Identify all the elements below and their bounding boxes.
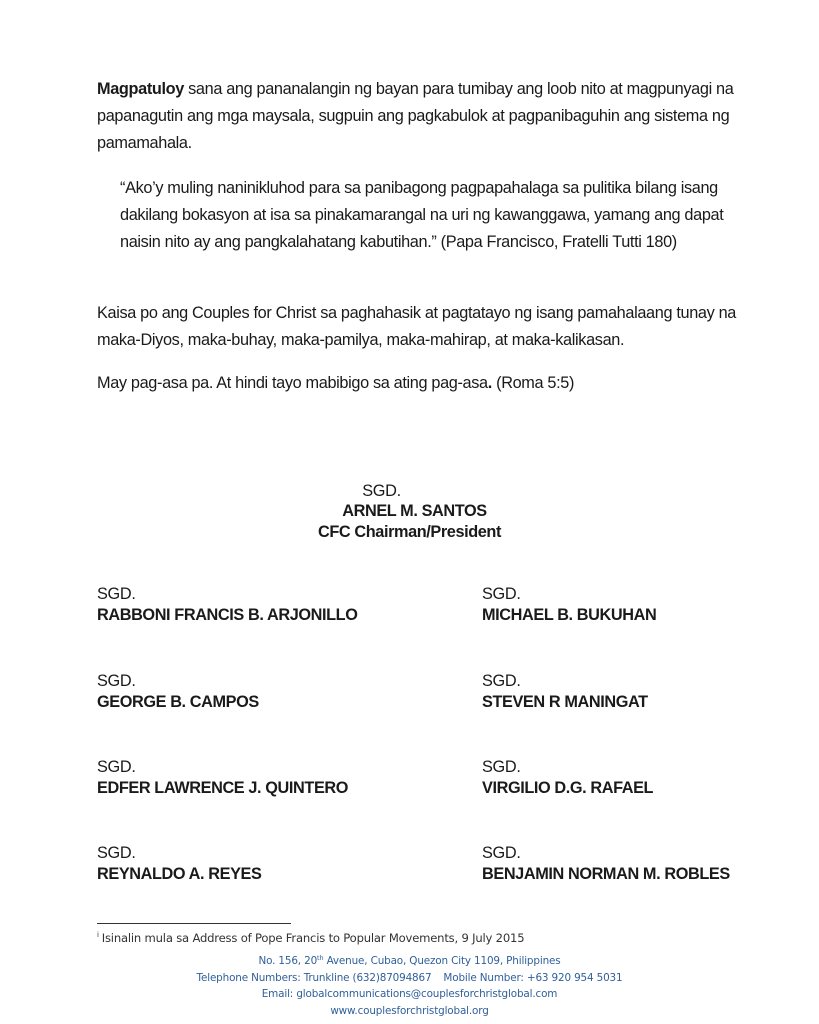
- footer-phones: [0, 970, 819, 987]
- signatory-name: BENJAMIN NORMAN M. ROBLES: [482, 865, 730, 883]
- signatory-block: [97, 843, 261, 885]
- footer-mobile: Mobile Number: +63 920 954 5031: [443, 971, 623, 984]
- signatory-name: VIRGILIO D.G. RAFAEL: [482, 779, 654, 797]
- signatory-block: [482, 671, 648, 713]
- signatory-sgd: SGD.: [482, 844, 521, 862]
- signatory-sgd: SGD.: [482, 758, 521, 776]
- footer-address-part: No. 156, 20: [258, 955, 318, 967]
- chairman-sgd: SGD.: [362, 482, 401, 500]
- chairman-signature-block: [0, 481, 819, 543]
- paragraph-cfc-support: Kaisa po ang Couples for Christ sa paghahasik at pagtatayo ng isang pamahalaang tunay na maka-Diyos, maka-buhay, maka-pamilya, maka-mahirap, at maka-kalikasan.: [97, 304, 736, 349]
- signatory-name: RABBONI FRANCIS B. ARJONILLO: [97, 606, 358, 624]
- paragraph-hope: [97, 370, 737, 397]
- signatory-block: [482, 843, 730, 885]
- signatory-sgd: SGD.: [97, 672, 136, 690]
- footer-address-ordinal: th: [317, 954, 324, 962]
- footer-address: [0, 950, 819, 970]
- footer-website[interactable]: www.couplesforchristglobal.org: [330, 1004, 489, 1017]
- footnote-text: Isinalin mula sa Address of Pope Francis to Popular Movements, 9 July 2015: [101, 931, 525, 945]
- block-quote: “Ako’y muling naninikluhod para sa panibagong pagpapahalaga sa pulitika bilang isang dakilang bokasyon at isa sa pinakamarangal na uri ng kawanggawa, yamang ang dapat naisin nito ay ang pangkalahatang kabutihan.” (Papa Francisco, Fratelli Tutti 180): [120, 179, 724, 251]
- signatory-block: [482, 757, 653, 799]
- signatory-name: EDFER LAWRENCE J. QUINTERO: [97, 779, 349, 797]
- signatory-sgd: SGD.: [482, 672, 521, 690]
- paragraph-intro: [97, 76, 737, 157]
- letterhead-footer: [0, 950, 819, 1019]
- signatory-block: [482, 584, 656, 626]
- chairman-name: ARNEL M. SANTOS: [342, 502, 487, 520]
- signatory-name: GEORGE B. CAMPOS: [97, 693, 259, 711]
- footnote-separator: [97, 923, 291, 924]
- paragraph-intro-text: sana ang pananalangin ng bayan para tumibay ang loob nito at magpunyagi na papanagutin ang mga maysala, sugpuin ang pagkabulok at pagpanibaguhin ang sistema ng pamamahala.: [97, 80, 734, 152]
- footer-address-part: Avenue, Cubao, Quezon City 1109, Philippines: [323, 955, 561, 967]
- signatory-block: [97, 671, 259, 713]
- signatory-sgd: SGD.: [97, 844, 136, 862]
- signatory-block: [97, 584, 357, 626]
- footer-email[interactable]: Email: globalcommunications@couplesforchristglobal.com: [261, 988, 558, 1000]
- lead-word: Magpatuloy: [97, 80, 184, 98]
- hope-period: .: [487, 374, 492, 392]
- signatory-sgd: SGD.: [482, 585, 521, 603]
- chairman-title: CFC Chairman/President: [318, 523, 501, 541]
- signatory-sgd: SGD.: [97, 758, 136, 776]
- signatory-name: MICHAEL B. BUKUHAN: [482, 606, 657, 624]
- hope-text: May pag-asa pa. At hindi tayo mabibigo sa ating pag-asa: [97, 374, 488, 392]
- footnote: [97, 931, 524, 945]
- footnote-marker: i: [97, 931, 99, 939]
- footer-trunkline: Telephone Numbers: Trunkline (632)87094867: [196, 971, 432, 984]
- signatory-sgd: SGD.: [97, 585, 136, 603]
- signatory-name: REYNALDO A. REYES: [97, 865, 262, 883]
- scripture-reference: (Roma 5:5): [491, 374, 575, 392]
- signatory-name: STEVEN R MANINGAT: [482, 693, 648, 711]
- signatory-block: [97, 757, 348, 799]
